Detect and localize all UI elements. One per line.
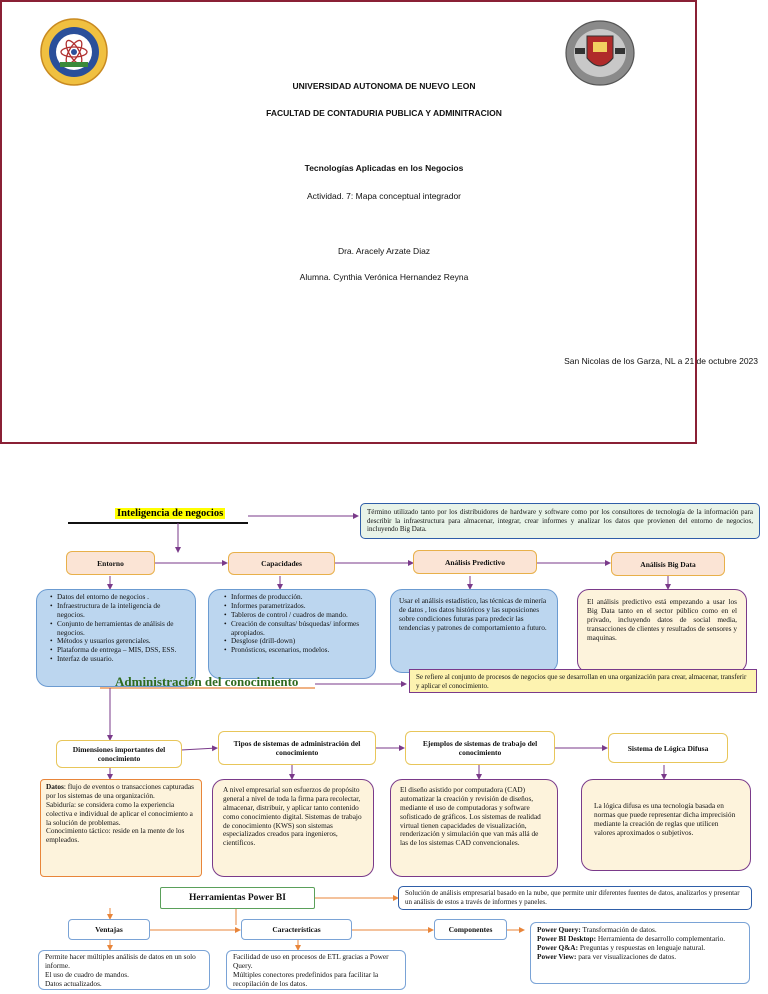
term-label: Power View: bbox=[537, 951, 577, 961]
analisis-bigdata-node: Análisis Big Data bbox=[611, 552, 725, 576]
analisis-predictivo-node: Análisis Predictivo bbox=[413, 550, 537, 574]
text-line: Sabiduría: se considera como la experiencia colectiva e individual de aplicar el conocimiento a la solución de problemas. bbox=[46, 799, 193, 827]
tipos-details: A nivel empresarial son esfuerzos de propósito general a nivel de toda la firma para recolectar, almacenar, distribuir, y aplicar tanto contenido como conocimiento digital. Sistemas de trabajo de conocimiento (KWS) son sistemas especializados creados para ingenieros, científicos. bbox=[212, 779, 374, 877]
componentes-node: Componentes bbox=[434, 919, 507, 940]
text-line: Facilidad de uso en procesos de ETL gracias a Power Query. bbox=[233, 952, 389, 970]
term-label: Power Query: bbox=[537, 925, 581, 934]
entorno-details bbox=[36, 589, 196, 687]
dimensiones-details bbox=[40, 779, 202, 877]
activity-title: Actividad. 7: Mapa conceptual integrador bbox=[306, 191, 462, 201]
text-line: Power BI Desktop: Herramienta de desarrollo complementario. bbox=[537, 933, 726, 943]
text-line: Power Query: Transformación de datos. bbox=[537, 925, 657, 934]
componentes-details bbox=[530, 922, 750, 984]
km-title: Administración del conocimiento bbox=[115, 674, 299, 689]
dimensiones-node: Dimensiones importantes del conocimiento bbox=[56, 740, 182, 768]
course-name: Tecnologías Aplicadas en los Negocios bbox=[304, 163, 464, 173]
term-label: Power BI Desktop: bbox=[537, 933, 597, 943]
predictivo-details: Usar el análisis estadístico, las técnicas de minería de datos , los datos históricos y las suposiciones sobre condiciones futuras para predecir las tendencias y patrones de comportamiento a futuro. bbox=[390, 589, 558, 673]
term-label: Power Q&A: bbox=[537, 942, 578, 952]
university-name: UNIVERSIDAD AUTONOMA DE NUEVO LEON bbox=[292, 81, 476, 91]
list-item: • Métodos y usuarios gerenciales. bbox=[57, 637, 189, 646]
list-item: • Creación de consultas/ búsquedas/ informes apropiados. bbox=[231, 620, 369, 638]
faculty-name: FACULTAD DE CONTADURIA PUBLICA Y ADMINITRACION bbox=[266, 108, 502, 118]
bigdata-details: El análisis predictivo está empezando a usar los Big Data tanto en el sector público como en el privado, incluyendo datos de social media, transacciones de clientes y resultados de sensores y maquinas. bbox=[577, 589, 747, 673]
list-item: • Tableros de control / cuadros de mando. bbox=[231, 611, 369, 620]
student-name: Alumna. Cynthia Verónica Hernandez Reyna bbox=[299, 272, 469, 282]
text-line: El uso de cuadro de mandos. bbox=[45, 969, 129, 979]
capacidades-list bbox=[223, 593, 369, 655]
text-line: Power Q&A: Preguntas y respuestas en lenguaje natural. bbox=[537, 942, 706, 952]
tipos-sistemas-node: Tipos de sistemas de administración del conocimiento bbox=[218, 731, 376, 765]
ventajas-node: Ventajas bbox=[68, 919, 150, 940]
list-item: • Datos del entorno de negocios . bbox=[57, 593, 189, 602]
bi-title: Inteligencia de negocios bbox=[117, 508, 224, 519]
logica-difusa-node: Sistema de Lógica Difusa bbox=[608, 733, 728, 763]
km-definition: Se refiere al conjunto de procesos de negocios que se desarrollan en una organización para crear, almacenar, transferir y aplicar el conocimiento. bbox=[409, 669, 757, 693]
capacidades-node: Capacidades bbox=[228, 552, 335, 575]
list-item: • Informes de producción. bbox=[231, 593, 369, 602]
text-line: Datos: flujo de eventos o transacciones capturadas por los sistemas de una organización. bbox=[46, 782, 194, 800]
entorno-list bbox=[49, 593, 189, 664]
list-item: • Desglose (drill-down) bbox=[231, 637, 369, 646]
caracteristicas-details bbox=[226, 950, 406, 990]
text-line: Permite hacer múltiples análisis de datos en un solo informe. bbox=[45, 952, 196, 970]
list-item: • Interfaz de usuario. bbox=[57, 655, 189, 664]
caracteristicas-node: Características bbox=[241, 919, 352, 940]
difusa-details: La lógica difusa es una tecnología basada en normas que puede representar dicha imprecisión mediante la creación de reglas que utilicen valores aproximados o subjetivos. bbox=[581, 779, 751, 871]
list-item: • Informes parametrizados. bbox=[231, 602, 369, 611]
text-line: Datos actualizados. bbox=[45, 978, 102, 988]
place-date: San Nicolas de los Garza, NL a 21 de octubre 2023 bbox=[564, 356, 758, 366]
list-item: • Plataforma de entrega – MIS, DSS, ESS. bbox=[57, 646, 189, 655]
powerbi-definition: Solución de análisis empresarial basado en la nube, que permite unir diferentes fuentes de datos, analizarlos y presentar un análisis de estos a través de informes y paneles. bbox=[398, 886, 752, 910]
text-line: Power View: para ver visualizaciones de datos. bbox=[537, 951, 677, 961]
ventajas-details bbox=[38, 950, 210, 990]
list-item: • Pronósticos, escenarios, modelos. bbox=[231, 646, 369, 655]
bi-definition: Término utilizado tanto por los distribuidores de hardware y software como por los consultores de tecnología de la información para describir la infraestructura para almacenar, integrar, crear informes y analizar los datos que provienen del entorno de negocios, incluyendo Big Data. bbox=[360, 503, 760, 539]
list-item: • Infraestructura de la inteligencia de negocios. bbox=[57, 602, 189, 620]
list-item: • Conjunto de herramientas de análisis de negocios. bbox=[57, 620, 189, 638]
text-line: Múltiples conectores predefinidos para facilitar la recopilación de los datos. bbox=[233, 969, 379, 988]
capacidades-details bbox=[208, 589, 376, 679]
term-label: Datos bbox=[46, 782, 64, 791]
ejemplos-sistemas-node: Ejemplos de sistemas de trabajo del conocimiento bbox=[405, 731, 555, 765]
entorno-node: Entorno bbox=[66, 551, 155, 575]
ejemplos-details: El diseño asistido por computadora (CAD) automatizar la creación y revisión de diseños, mediante el uso de computadoras y software sofisticado de gráficos. Los sistemas de realidad virtual tienen capacidades de visualización, renderización y simulación que van más allá de las de los sistemas CAD convencionales. bbox=[390, 779, 558, 877]
powerbi-title: Herramientas Power BI bbox=[160, 887, 315, 909]
teacher-name: Dra. Aracely Arzate Diaz bbox=[337, 246, 431, 256]
text-line: Conocimiento táctico: reside en la mente de los empleados. bbox=[46, 826, 185, 845]
